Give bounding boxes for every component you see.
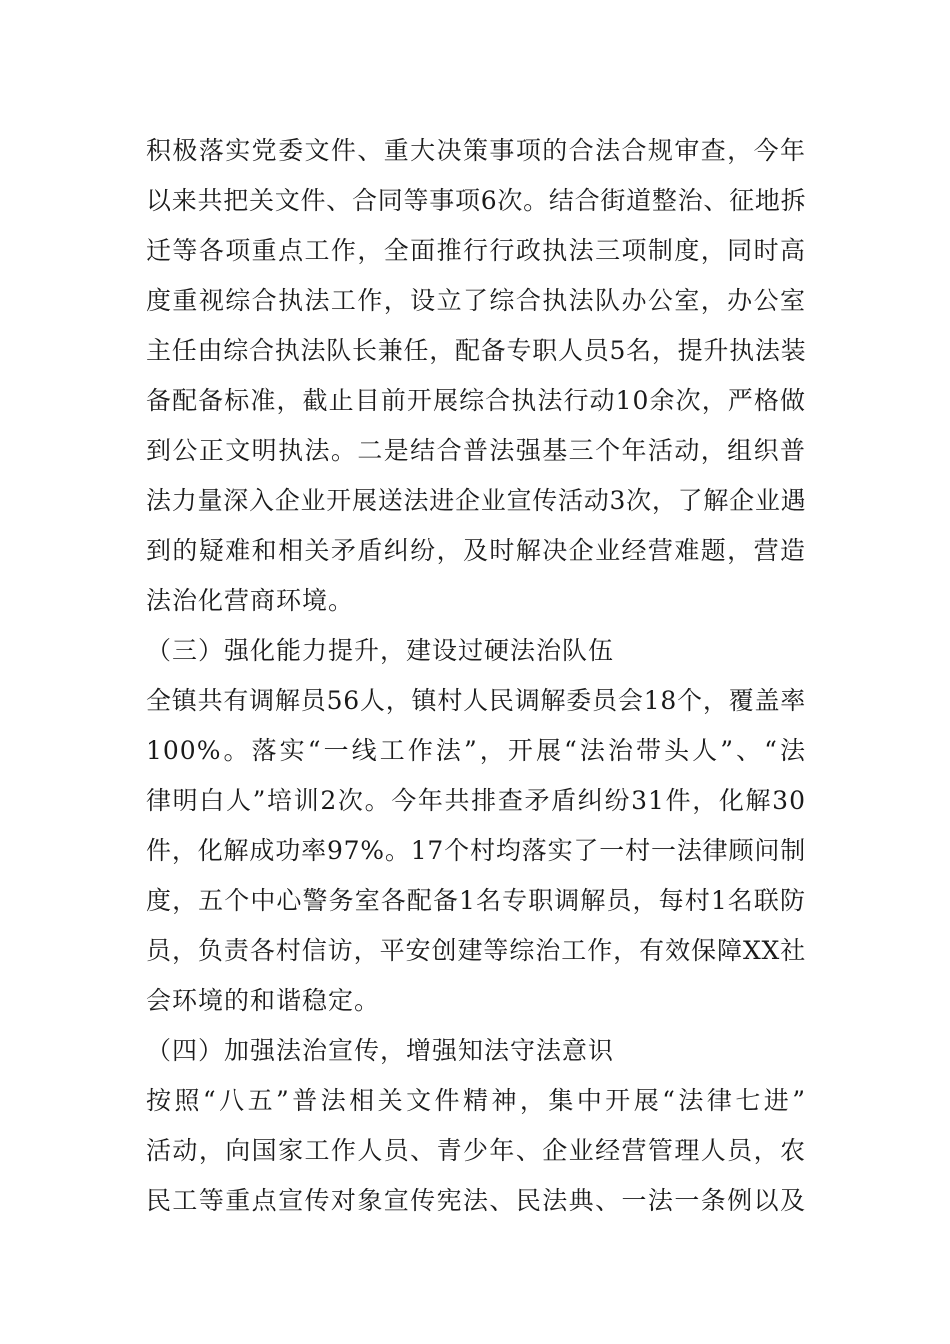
text-line: 到公正文明执法。二是结合普法强基三个年活动，组织普 — [146, 436, 806, 465]
text-line: 度重视综合执法工作，设立了综合执法队办公室，办公室 — [146, 286, 806, 315]
text-line: 全镇共有调解员56人，镇村人民调解委员会18个，覆盖率 — [146, 686, 806, 715]
document-body — [146, 126, 806, 1226]
text-line: 法力量深入企业开展送法进企业宣传活动3次，了解企业遇 — [146, 486, 806, 515]
text-line: 度，五个中心警务室各配备1名专职调解员，每村1名联防 — [146, 886, 806, 915]
paragraph-legal-review — [146, 126, 806, 626]
paragraph-publicity — [146, 1076, 806, 1226]
section-heading-4: （四）加强法治宣传，增强知法守法意识 — [146, 1036, 615, 1065]
text-line: 员，负责各村信访，平安创建等综治工作，有效保障XX社 — [146, 936, 806, 965]
text-line: 按照“八五”普法相关文件精神，集中开展“法律七进” — [146, 1086, 806, 1115]
text-line: 以来共把关文件、合同等事项6次。结合街道整治、征地拆 — [146, 186, 806, 215]
text-line: 迁等各项重点工作，全面推行行政执法三项制度，同时高 — [146, 236, 806, 265]
text-line: 积极落实党委文件、重大决策事项的合法合规审查，今年 — [146, 136, 806, 165]
text-line: 件，化解成功率97%。17个村均落实了一村一法律顾问制 — [146, 836, 806, 865]
text-line: 法治化营商环境。 — [146, 586, 355, 615]
text-line: 民工等重点宣传对象宣传宪法、民法典、一法一条例以及 — [146, 1186, 806, 1215]
section-heading-3: （三）强化能力提升，建设过硬法治队伍 — [146, 636, 615, 665]
text-line: 100%。落实“一线工作法”，开展“法治带头人”、“法 — [146, 736, 806, 765]
text-line: 活动，向国家工作人员、青少年、企业经营管理人员，农 — [146, 1136, 806, 1165]
paragraph-mediation — [146, 676, 806, 1026]
text-line: 到的疑难和相关矛盾纠纷，及时解决企业经营难题，营造 — [146, 536, 806, 565]
text-line: 会环境的和谐稳定。 — [146, 986, 381, 1015]
text-line: 律明白人”培训2次。今年共排查矛盾纠纷31件，化解30 — [146, 786, 806, 815]
text-line: 主任由综合执法队长兼任，配备专职人员5名，提升执法装 — [146, 336, 806, 365]
text-line: 备配备标准，截止目前开展综合执法行动10余次，严格做 — [146, 386, 806, 415]
